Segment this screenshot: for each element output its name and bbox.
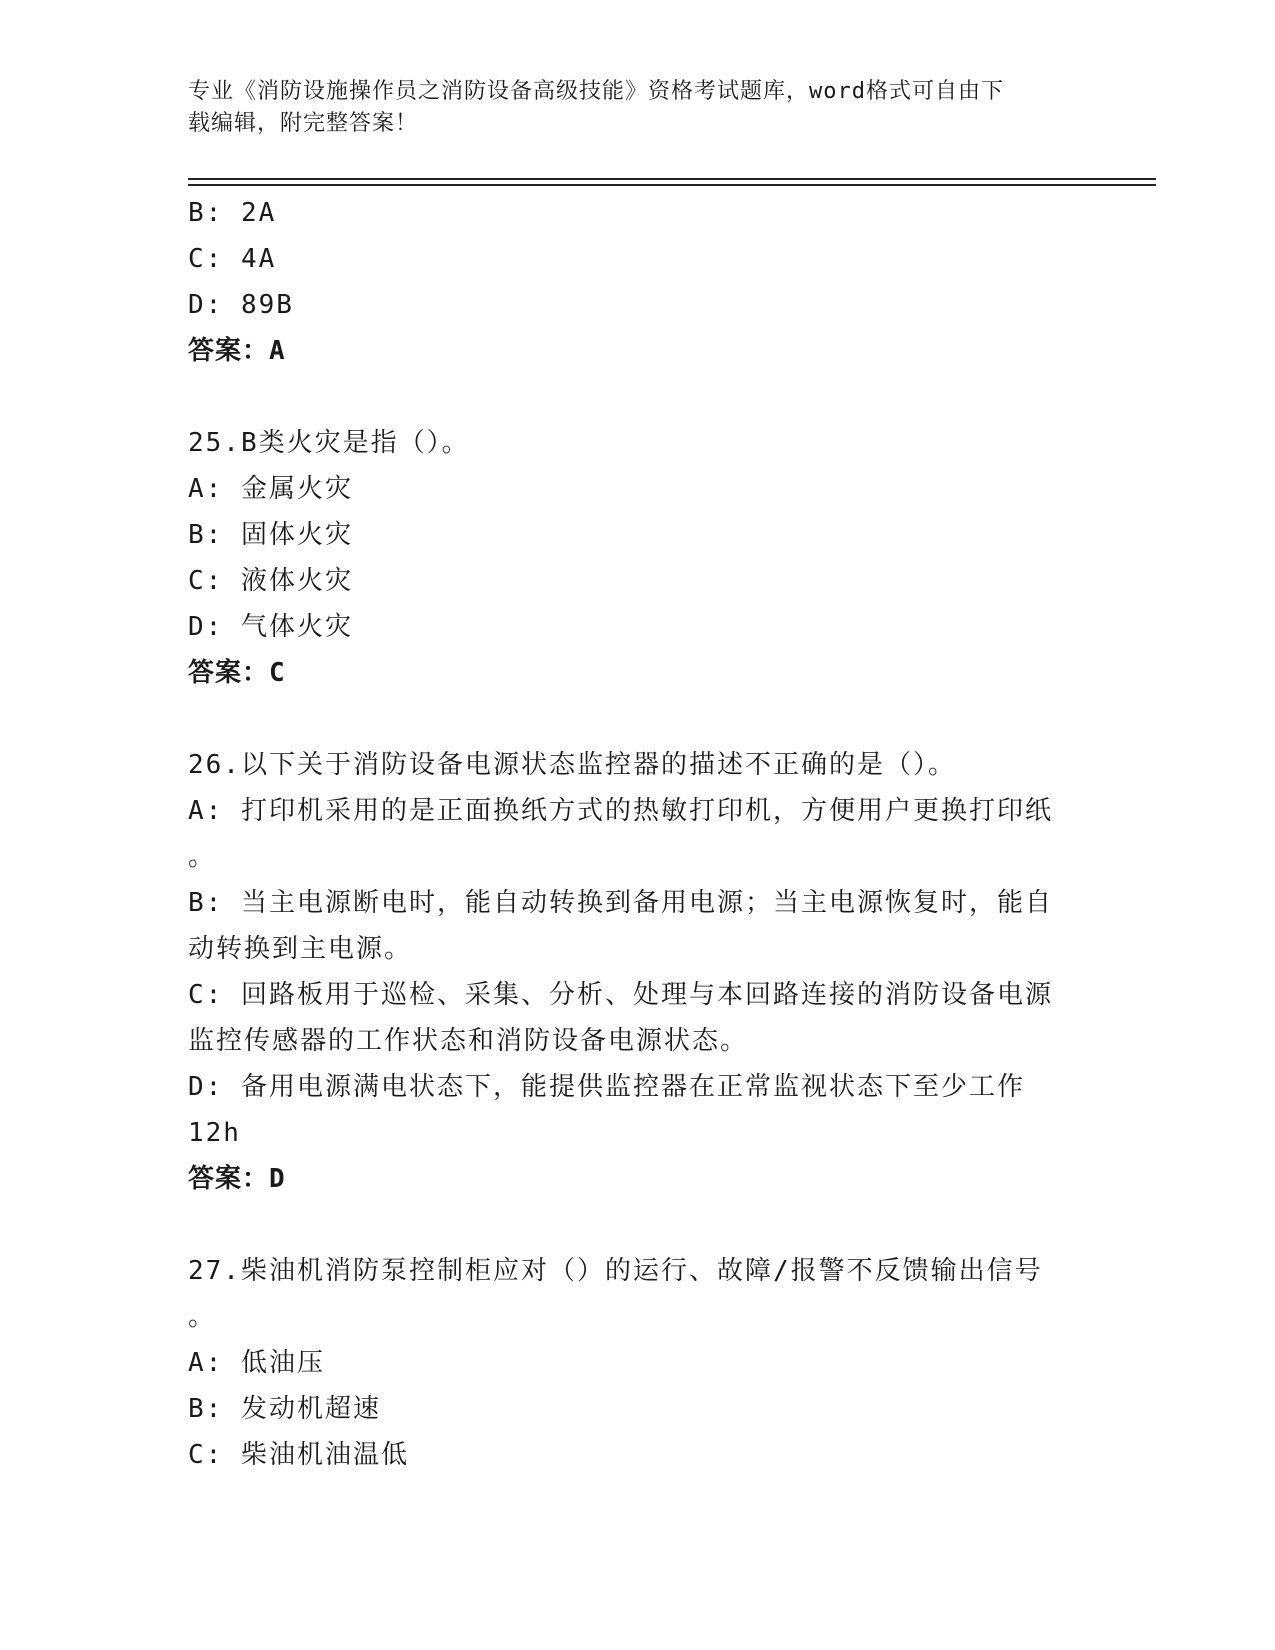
q26-option-a-line1: A: 打印机采用的是正面换纸方式的热敏打印机，方便用户更换打印纸 (188, 796, 1053, 826)
q26-answer: 答案：D (188, 1164, 286, 1194)
question-content (188, 190, 1088, 1478)
q25-option-c: C: 液体火灾 (188, 566, 353, 596)
header-rule-top (188, 178, 1156, 180)
q26-option-c-line1: C: 回路板用于巡检、采集、分析、处理与本回路连接的消防设备电源 (188, 980, 1053, 1010)
q26-option-c-line2: 监控传感器的工作状态和消防设备电源状态。 (188, 1026, 749, 1056)
q26-question: 26.以下关于消防设备电源状态监控器的描述不正确的是（）。 (188, 750, 956, 780)
q25-option-b: B: 固体火灾 (188, 520, 353, 550)
q26-option-d-line1: D: 备用电源满电状态下，能提供监控器在正常监视状态下至少工作 (188, 1072, 1025, 1102)
q24-option-c: C: 4A (188, 244, 277, 274)
q24-option-b: B: 2A (188, 198, 277, 228)
spacer (188, 696, 1088, 742)
q25-option-a: A: 金属火灾 (188, 474, 353, 504)
q26-option-d-line2: 12h (188, 1118, 241, 1148)
q26-option-a-line2: 。 (188, 842, 217, 872)
q24-answer: 答案：A (188, 336, 286, 366)
q26-option-b-line2: 动转换到主电源。 (188, 934, 413, 964)
q25-question: 25.B类火灾是指（）。 (188, 428, 470, 458)
header-rule-bottom (188, 184, 1156, 186)
spacer (188, 1202, 1088, 1248)
q27-option-c: C: 柴油机油温低 (188, 1440, 409, 1470)
q27-option-b: B: 发动机超速 (188, 1394, 381, 1424)
q27-question-line1: 27.柴油机消防泵控制柜应对（）的运行、故障/报警不反馈输出信号 (188, 1256, 1043, 1286)
q27-option-a: A: 低油压 (188, 1348, 325, 1378)
q25-answer: 答案：C (188, 658, 286, 688)
spacer (188, 374, 1088, 420)
q24-option-d: D: 89B (188, 290, 294, 320)
q26-option-b-line1: B: 当主电源断电时，能自动转换到备用电源；当主电源恢复时，能自 (188, 888, 1053, 918)
q25-option-d: D: 气体火灾 (188, 612, 353, 642)
document-header: 专业《消防设施操作员之消防设备高级技能》资格考试题库，word格式可自由下 载编辑，附完整答案！ (188, 79, 1004, 136)
q27-question-line2: 。 (188, 1302, 217, 1332)
